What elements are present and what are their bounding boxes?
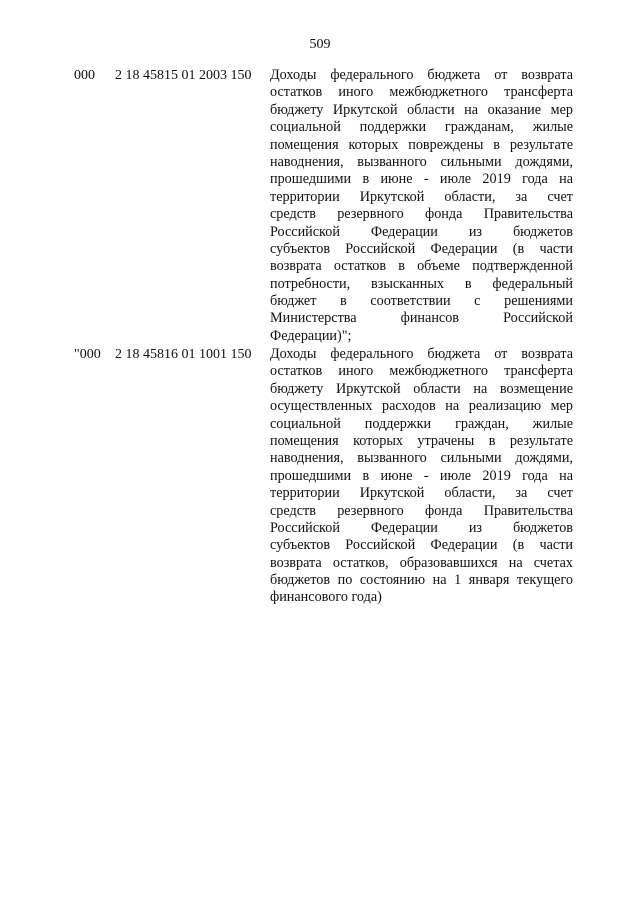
description-line: субъектов Российской Федерации (в части	[270, 240, 573, 257]
page-number: 509	[309, 37, 331, 52]
kbk-code: 2 18 45816 01 1001 150	[115, 347, 252, 362]
description-line: помещения которых утрачены в результате	[270, 432, 573, 449]
description-line: Федерации)";	[270, 327, 352, 344]
description-line: Министерства финансов Российской	[270, 310, 573, 327]
description-line: территории Иркутской области, за счет	[270, 485, 573, 502]
description-line: Доходы федерального бюджета от возврата	[270, 346, 573, 362]
description-line: социальной поддержки гражданам, жилые	[270, 119, 573, 136]
description-line: Российской Федерации из бюджетов	[270, 223, 573, 240]
description-line: бюджет в соответствии с решениями	[270, 293, 573, 310]
description-line: потребности, взысканных в федеральный	[270, 275, 573, 292]
description-line: остатков иного межбюджетного трансферта	[270, 363, 573, 380]
description-line: средств резервного фонда Правительства	[270, 502, 573, 519]
description-line: финансового года)	[270, 589, 382, 606]
description-line: помещения которых повреждены в результате	[270, 136, 573, 153]
description-line: бюджетов по состоянию на 1 января текущего	[270, 572, 573, 589]
description-line: бюджету Иркутской области на оказание мер	[270, 101, 573, 118]
description-line: возврата остатков, образовавшихся на счетах	[270, 554, 573, 571]
description-line: остатков иного межбюджетного трансферта	[270, 84, 573, 101]
description-line: средств резервного фонда Правительства	[270, 206, 573, 223]
description-line: социальной поддержки граждан, жилые	[270, 415, 573, 432]
description-line: прошедшими в июне - июле 2019 года на	[270, 171, 573, 188]
entry-description	[270, 346, 573, 607]
description-line: территории Иркутской области, за счет	[270, 188, 573, 205]
description-line: бюджету Иркутской области на возмещение	[270, 380, 573, 397]
kbk-code: 2 18 45815 01 2003 150	[115, 68, 252, 83]
description-line: Российской Федерации из бюджетов	[270, 519, 573, 536]
description-line: возврата остатков в объеме подтвержденной	[270, 258, 573, 275]
description-line: наводнения, вызванного сильными дождями,	[270, 153, 573, 170]
description-line: осуществленных расходов на реализацию мер	[270, 398, 573, 415]
description-line: Доходы федерального бюджета от возврата	[270, 67, 573, 83]
description-line: прошедшими в июне - июле 2019 года на	[270, 467, 573, 484]
entry-description	[270, 67, 573, 345]
description-line: субъектов Российской Федерации (в части	[270, 537, 573, 554]
admin-code: "000	[74, 347, 101, 362]
description-line: наводнения, вызванного сильными дождями,	[270, 450, 573, 467]
admin-code: 000	[74, 68, 95, 83]
